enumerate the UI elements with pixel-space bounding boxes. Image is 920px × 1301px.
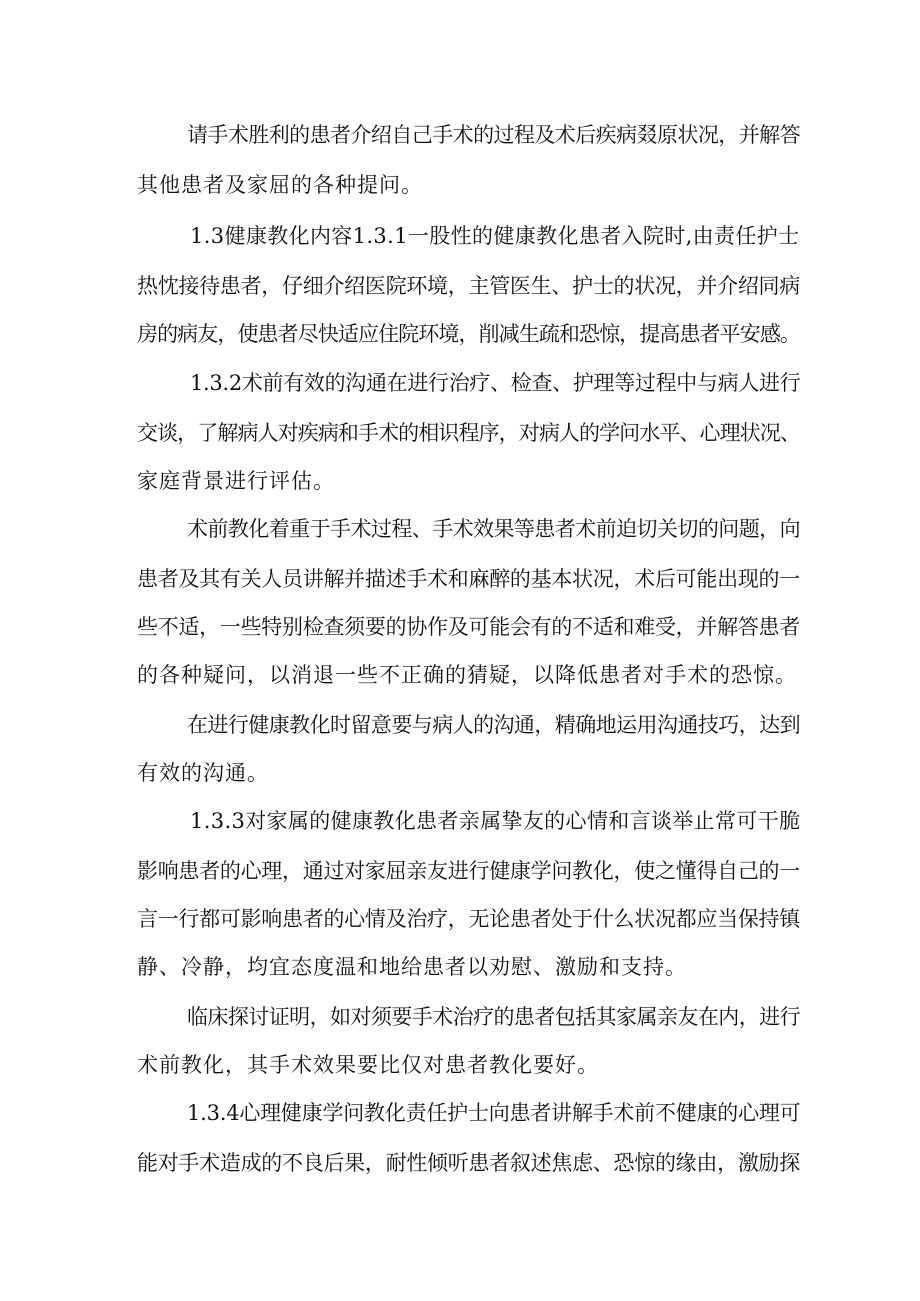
- text-line: 静、冷静，均宜态度温和地给患者以劝慰、激励和支持。: [137, 955, 687, 979]
- text-line: 术前教化着重于手术过程、手术效果等患者术前迫切关切的问题，向: [187, 517, 800, 541]
- text-line: 能对手术造成的不良后果，耐性倾听患者叙述焦虑、恐惊的缘由，激励探: [137, 1151, 800, 1175]
- text-line: 在进行健康教化时留意要与病人的沟通，精确地运用沟通技巧，达到: [187, 713, 800, 737]
- text-line: 有效的沟通。: [137, 761, 269, 785]
- text-line: 临床探讨证明，如对须要手术治疗的患者包括其家属亲友在内，进行: [187, 1005, 800, 1029]
- text-line: 些不适，一些特别检查须要的协作及可能会有的不适和难受，并解答患者: [137, 615, 800, 639]
- text-line: 1.3.2术前有效的沟通在进行治疗、检查、护理等过程中与病人进行: [190, 371, 801, 395]
- text-line: 术前教化，其手术效果要比仅对患者教化要好。: [137, 1053, 599, 1077]
- text-line: 其他患者及家屈的各种提问。: [137, 173, 423, 197]
- text-line: 1.3.4心理健康学问教化责任护士向患者讲解手术前不健康的心理可: [187, 1101, 801, 1125]
- text-line: 患者及其有关人员讲解并描述手术和麻醉的基本状况，术后可能出现的一: [137, 567, 800, 591]
- text-line: 热忱接待患者，仔细介绍医院环境，主管医生、护士的状况，并介绍同病: [137, 274, 800, 298]
- text-line: 请手术胜利的患者介绍自己手术的过程及术后疾病叕原状况，并解答: [187, 123, 800, 147]
- text-line: 家庭背景进行评估。: [137, 469, 335, 493]
- text-line: 交谈，了解病人对疾病和手术的相识程序，对病人的学问水平、心理状况、: [137, 421, 800, 445]
- text-line: 言一行都可影响患者的心情及治疗，无论患者处于什么状况都应当保持镇: [137, 907, 800, 931]
- text-line: 1.3健康教化内容1.3.1一股性的健康教化患者入院时,由责任护士: [190, 224, 800, 248]
- text-line: 的各种疑问，以消退一些不正确的猜疑，以降低患者对手术的恐惊。: [137, 663, 797, 687]
- text-line: 1.3.3对家属的健康教化患者亲属挚友的心情和言谈举止常可干脆: [190, 809, 801, 833]
- text-line: 房的病友，使患者尽快适应住院环境，削减生疏和恐惊，提高患者平安感。: [137, 322, 800, 346]
- text-line: 影响患者的心理，通过对家屈亲友进行健康学问教化，使之懂得自己的一: [137, 859, 800, 883]
